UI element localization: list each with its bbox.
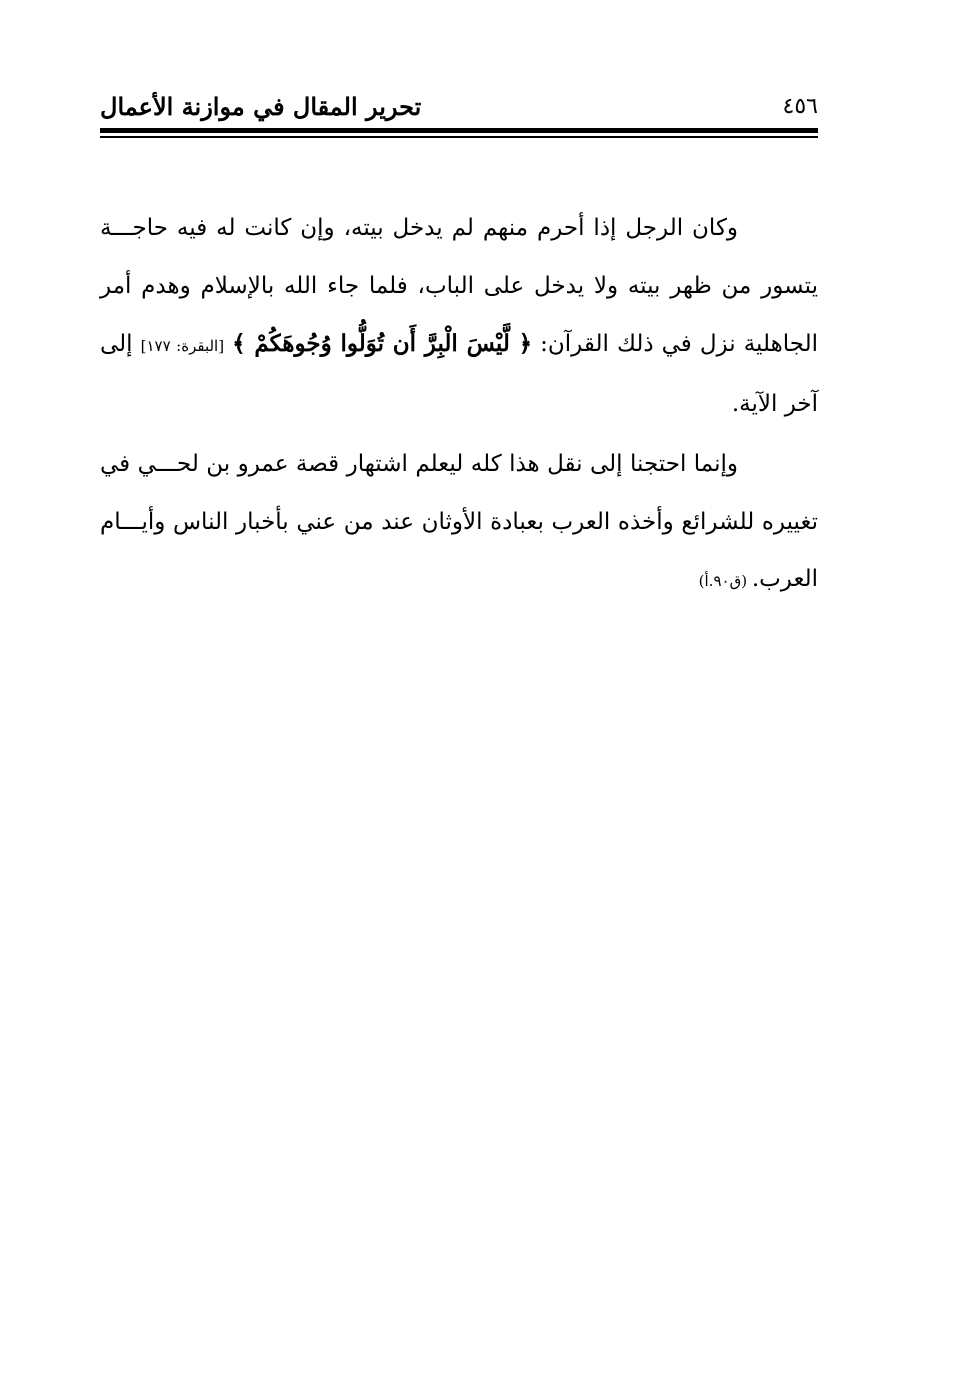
quran-verse: ﴿ لَّيْسَ الْبِرَّ أَن تُوَلُّوا وُجُوهَكُمْ ﴾ xyxy=(232,330,533,357)
header-rule-thin xyxy=(100,136,818,138)
paragraph-1-tail: إلى آخر الآية. xyxy=(100,331,818,417)
page-number: ٤٥٦ xyxy=(782,94,818,119)
header-rule-thick xyxy=(100,128,818,133)
paragraph-1-text: وكان الرجل إذا أحرم منهم لم يدخل بيته، وإن كانت له فيه حاجـــة يتسور من ظهر بيته ولا يدخل على الباب، فلما جاء الله بالإسلام وهدم أمر الجاهلية نزل في ذلك القرآن: xyxy=(100,215,818,357)
folio-reference: (ق٩٠.أ) xyxy=(698,572,752,590)
body-text xyxy=(100,200,818,614)
verse-reference: [البقرة: ١٧٧] xyxy=(140,337,225,355)
paragraph-2 xyxy=(100,436,818,611)
paragraph-1 xyxy=(100,200,818,433)
running-title: تحرير المقال في موازنة الأعمال xyxy=(100,92,422,121)
page-header xyxy=(100,92,818,132)
paragraph-2-text: وإنما احتجنا إلى نقل هذا كله ليعلم اشتهار قصة عمرو بن لحـــي في تغييره للشرائع وأخذه العرب بعبادة الأوثان عند من عني بأخبار الناس وأيـــام العرب. xyxy=(100,451,818,592)
